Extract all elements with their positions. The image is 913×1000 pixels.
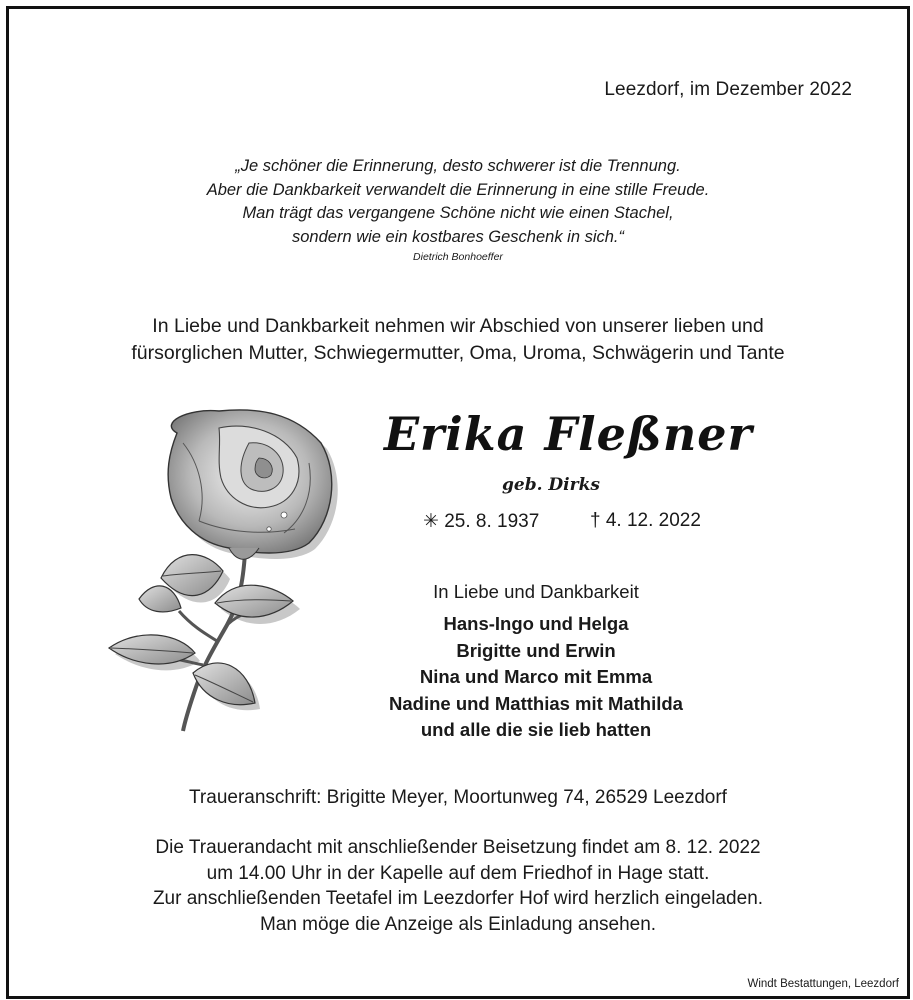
intro-text	[9, 313, 907, 367]
family-lead: In Liebe und Dankbarkeit	[433, 581, 639, 602]
funeral-home-credit: Windt Bestattungen, Leezdorf	[747, 978, 899, 990]
quote-line: Man trägt das vergangene Schöne nicht wie einen Stachel,	[242, 204, 674, 222]
intro-line: In Liebe und Dankbarkeit nehmen wir Abschied von unserer lieben und	[152, 315, 764, 337]
quote-line: Aber die Dankbarkeit verwandelt die Erinnerung in eine stille Freude.	[206, 180, 710, 199]
family-block	[381, 581, 691, 744]
service-info	[9, 835, 907, 937]
mourner-line: Nadine und Matthias mit Mathilda	[389, 692, 683, 714]
service-line: um 14.00 Uhr in der Kapelle auf dem Friedhof in Hage statt.	[206, 862, 710, 884]
birth-date: ✳ 25. 8. 1937	[423, 511, 540, 532]
mourner-line: Hans-Ingo und Helga	[443, 613, 629, 634]
deceased-name: Erika Fleßner	[384, 407, 753, 461]
obituary-notice	[6, 6, 910, 999]
intro-line: fürsorglichen Mutter, Schwiegermutter, Oma, Uroma, Schwägerin und Tante	[131, 342, 785, 364]
quote-block	[9, 155, 907, 249]
quote-line: „Je schöner die Erinnerung, desto schwerer ist die Trennung.	[235, 157, 681, 175]
dateline: Leezdorf, im Dezember 2022	[604, 79, 852, 100]
mourning-address: Traueranschrift: Brigitte Meyer, Moortunweg 74, 26529 Leezdorf	[189, 787, 727, 808]
maiden-name: geb. Dirks	[502, 475, 600, 495]
quote-author: Dietrich Bonhoeffer	[413, 251, 503, 263]
mourner-line: Brigitte und Erwin	[456, 639, 616, 661]
death-date: † 4. 12. 2022	[590, 510, 701, 531]
quote-line: sondern wie ein kostbares Geschenk in sich.“	[292, 227, 624, 246]
rose-icon	[99, 403, 349, 733]
mourner-line: und alle die sie lieb hatten	[420, 719, 652, 740]
service-line: Zur anschließenden Teetafel im Leezdorfer Hof wird herzlich eingeladen.	[152, 888, 764, 909]
service-line: Die Trauerandacht mit anschließender Beisetzung findet am 8. 12. 2022	[155, 837, 761, 858]
mourner-line: Nina und Marco mit Emma	[419, 666, 653, 687]
service-line: Man möge die Anzeige als Einladung ansehen.	[259, 913, 657, 935]
